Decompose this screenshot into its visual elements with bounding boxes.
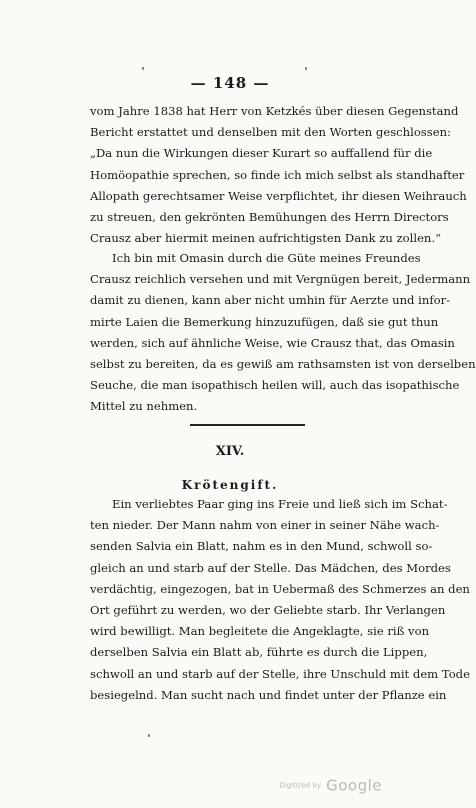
text-line: verdächtig, eingezogen, bat in Uebermaß des Schmerzes an den <box>90 581 470 596</box>
text-line: Allopath gerechtsamer Weise verpflichtet, ihr diesen Weihrauch <box>90 188 467 203</box>
text-line: Crausz reichlich versehen und mit Vergnügen bereit, Jedermann <box>90 272 471 287</box>
text-line: damit zu dienen, kann aber nicht umhin für Aerzte und infor- <box>90 293 451 308</box>
page-number: — 148 — <box>190 74 270 92</box>
watermark-prefix: Digitized by <box>279 781 321 790</box>
text-line: Bericht erstattet und denselben mit den Worten geschlossen: <box>90 125 451 140</box>
text-line: werden, sich auf ähnliche Weise, wie Crausz that, das Omasin <box>90 335 455 350</box>
paper-speck <box>305 67 307 70</box>
paragraph-2 <box>90 248 476 418</box>
google-logo: Google <box>326 776 382 795</box>
text-line: mirte Laien die Bemerkung hinzuzufügen, daß sie gut thun <box>90 314 439 329</box>
paragraph-3 <box>90 494 470 706</box>
text-line: Ein verliebtes Paar ging ins Freie und ließ sich im Schat- <box>112 497 448 511</box>
text-line: zu streuen, den gekrönten Bemühungen des Herrn Directors <box>90 210 449 225</box>
chapter-title: Krötengift. <box>181 478 279 492</box>
paragraph-1 <box>90 101 467 249</box>
text-line: „Da nun die Wirkungen dieser Kurart so auffallend für die <box>90 146 433 161</box>
text-line: gleich an und starb auf der Stelle. Das Mädchen, des Mordes <box>90 560 451 575</box>
text-line: derselben Salvia ein Blatt ab, führte es durch die Lippen, <box>90 645 428 660</box>
text-line: Ort geführt zu werden, wo der Geliebte starb. Ihr Verlangen <box>90 603 446 618</box>
text-line: wird bewilligt. Man begleitete die Angeklagte, sie riß von <box>90 624 430 639</box>
section-divider <box>190 424 305 426</box>
text-line: Ich bin mit Omasin durch die Güte meines Freundes <box>112 251 421 265</box>
text-line: ten nieder. Der Mann nahm von einer in seiner Nähe wach- <box>90 518 440 533</box>
text-line: besiegelnd. Man sucht nach und findet unter der Pflanze ein <box>90 687 447 702</box>
text-line: senden Salvia ein Blatt, nahm es in den Mund, schwoll so- <box>90 539 433 554</box>
text-line: vom Jahre 1838 hat Herr von Ketzkés über diesen Gegenstand <box>90 104 459 118</box>
text-line: Mittel zu nehmen. <box>90 399 198 414</box>
text-line: Crausz aber hiermit meinen aufrichtigsten Dank zu zollen.“ <box>90 231 442 246</box>
paper-speck <box>148 734 150 737</box>
text-line: Seuche, die man isopathisch heilen will, auch das isopathische <box>90 378 460 393</box>
paper-speck <box>142 67 144 70</box>
text-line: Homöopathie sprechen, so finde ich mich selbst als standhafter <box>90 167 465 182</box>
text-line: schwoll an und starb auf der Stelle, ihre Unschuld mit dem Tode <box>90 666 470 681</box>
chapter-number: XIV. <box>215 444 245 459</box>
digitized-watermark <box>279 775 382 795</box>
text-line: selbst zu bereiten, da es gewiß am rathsamsten ist von derselben <box>90 357 476 372</box>
